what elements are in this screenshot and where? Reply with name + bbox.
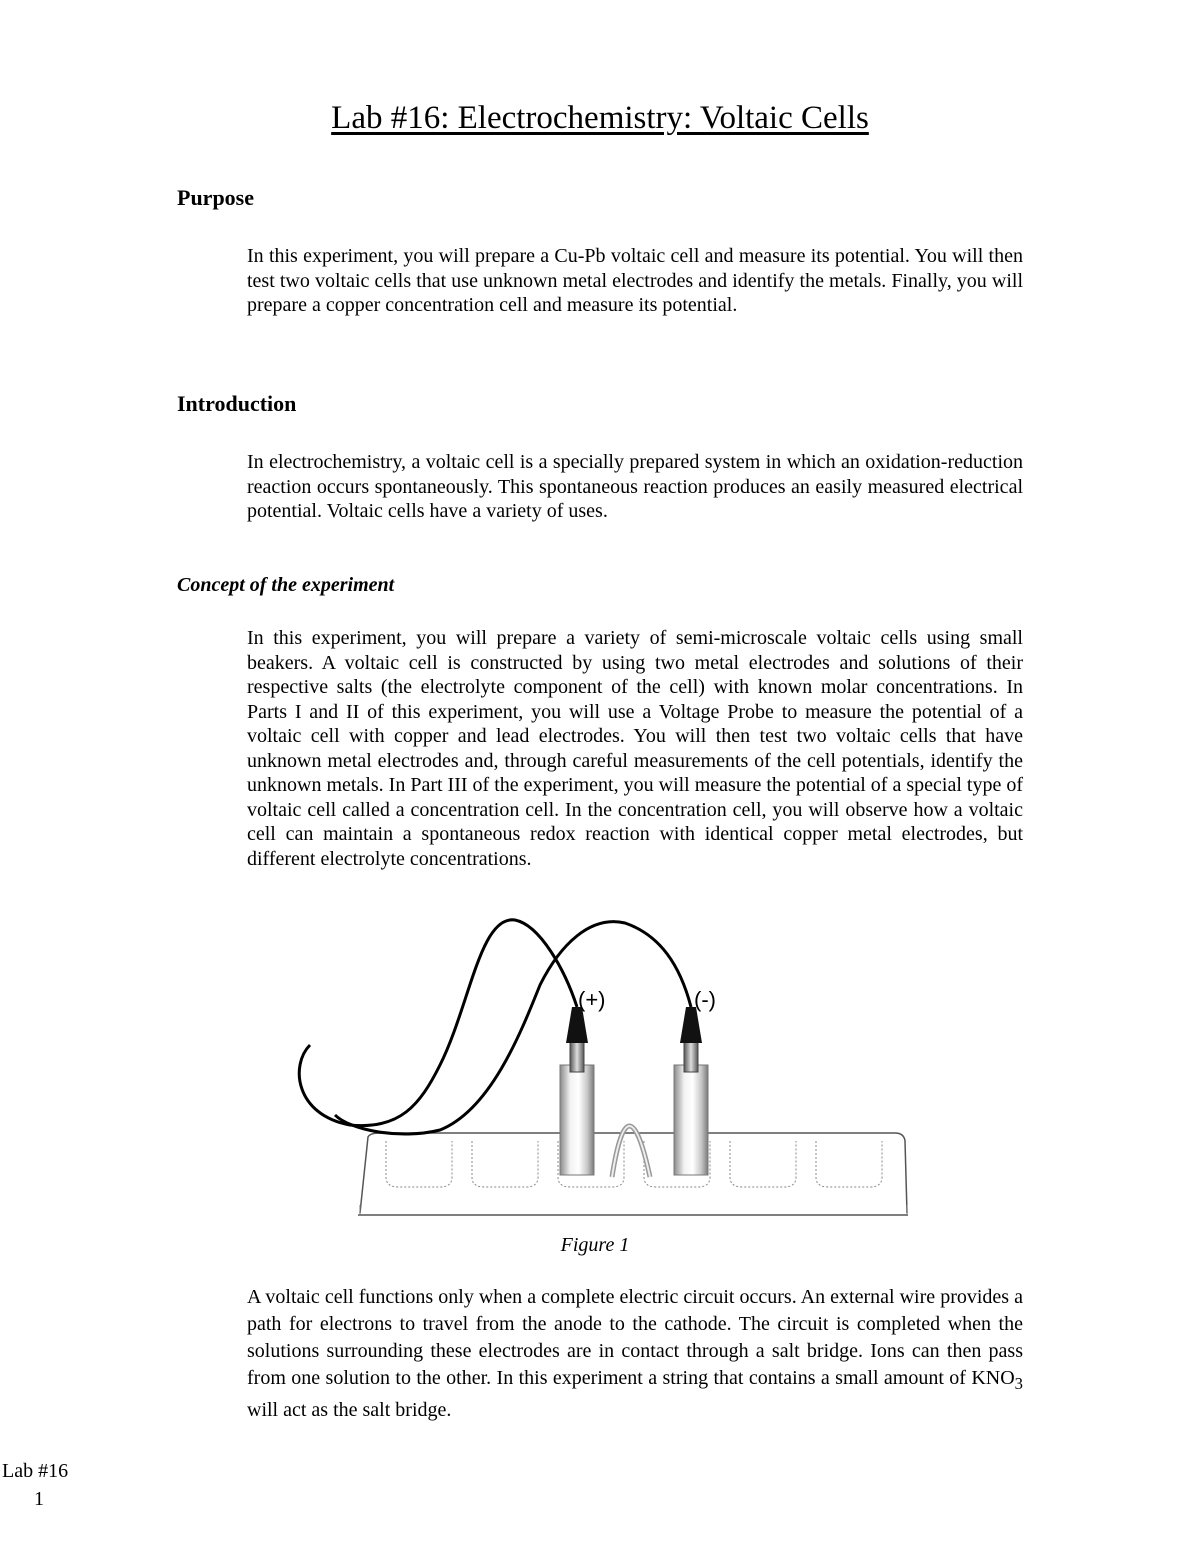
right-electrode xyxy=(674,1065,708,1175)
kno3-subscript: 3 xyxy=(1014,1374,1023,1393)
positive-wire xyxy=(299,920,577,1126)
page-title: Lab #16: Electrochemistry: Voltaic Cells xyxy=(331,100,869,136)
circuit-paragraph xyxy=(247,1284,1023,1424)
purpose-paragraph: In this experiment, you will prepare a Cu-Pb voltaic cell and measure its potential. You will then test two voltaic cells that use unknown metal electrodes and identify the metals. Finally, you will prepare a copper concentration cell and measure its potential. xyxy=(247,245,1023,316)
concept-heading: Concept of the experiment xyxy=(177,574,395,596)
introduction-heading: Introduction xyxy=(177,391,297,416)
voltaic-cell-illustration xyxy=(290,915,920,1220)
figure-caption: Figure 1 xyxy=(560,1234,630,1256)
page-number: 1 xyxy=(34,1488,44,1510)
positive-terminal-label: (+) xyxy=(578,987,606,1012)
well-plate xyxy=(358,1133,908,1215)
negative-wire xyxy=(335,922,691,1134)
voltaic-cell-figure xyxy=(290,915,920,1220)
concept-paragraph: In this experiment, you will prepare a variety of semi-microscale voltaic cells using small beakers. A voltaic cell is constructed by using two metal electrodes and solutions of their respective salts (the electrolyte component of the cell) with known molar concentrations. In Parts I and II of this experiment, you will use a Voltage Probe to measure the potential of a voltaic cell with copper and lead electrodes. You will then test two voltaic cells that have unknown metal electrodes and, through careful measurements of the cell potentials, identify the unknown metals. In Part III of the experiment, you will measure the potential of a special type of voltaic cell called a concentration cell. In the concentration cell, you will observe how a voltaic cell can maintain a spontaneous redox reaction with identical copper metal electrodes, but different electrolyte concentrations. xyxy=(247,627,1023,870)
purpose-heading: Purpose xyxy=(177,185,254,210)
circuit-text-after: will act as the salt bridge. xyxy=(247,1399,452,1421)
negative-clip xyxy=(680,1007,702,1072)
circuit-text-before: A voltaic cell functions only when a complete electric circuit occurs. An external wire provides a path for electrons to travel from the anode to the cathode. The circuit is completed when the solutions surrounding these electrodes are in contact through a salt bridge. Ions can then pass from one solution to the other. In this experiment a string that contains a small amount of KNO xyxy=(247,1286,1023,1389)
introduction-paragraph: In electrochemistry, a voltaic cell is a specially prepared system in which an oxidation-reduction reaction occurs spontaneously. This spontaneous reaction produces an easily measured electrical potential. Voltaic cells have a variety of uses. xyxy=(247,451,1023,522)
left-electrode xyxy=(560,1065,594,1175)
footer-lab-label: Lab #16 xyxy=(2,1460,69,1482)
negative-terminal-label: (-) xyxy=(694,987,716,1012)
positive-clip xyxy=(566,1007,588,1072)
